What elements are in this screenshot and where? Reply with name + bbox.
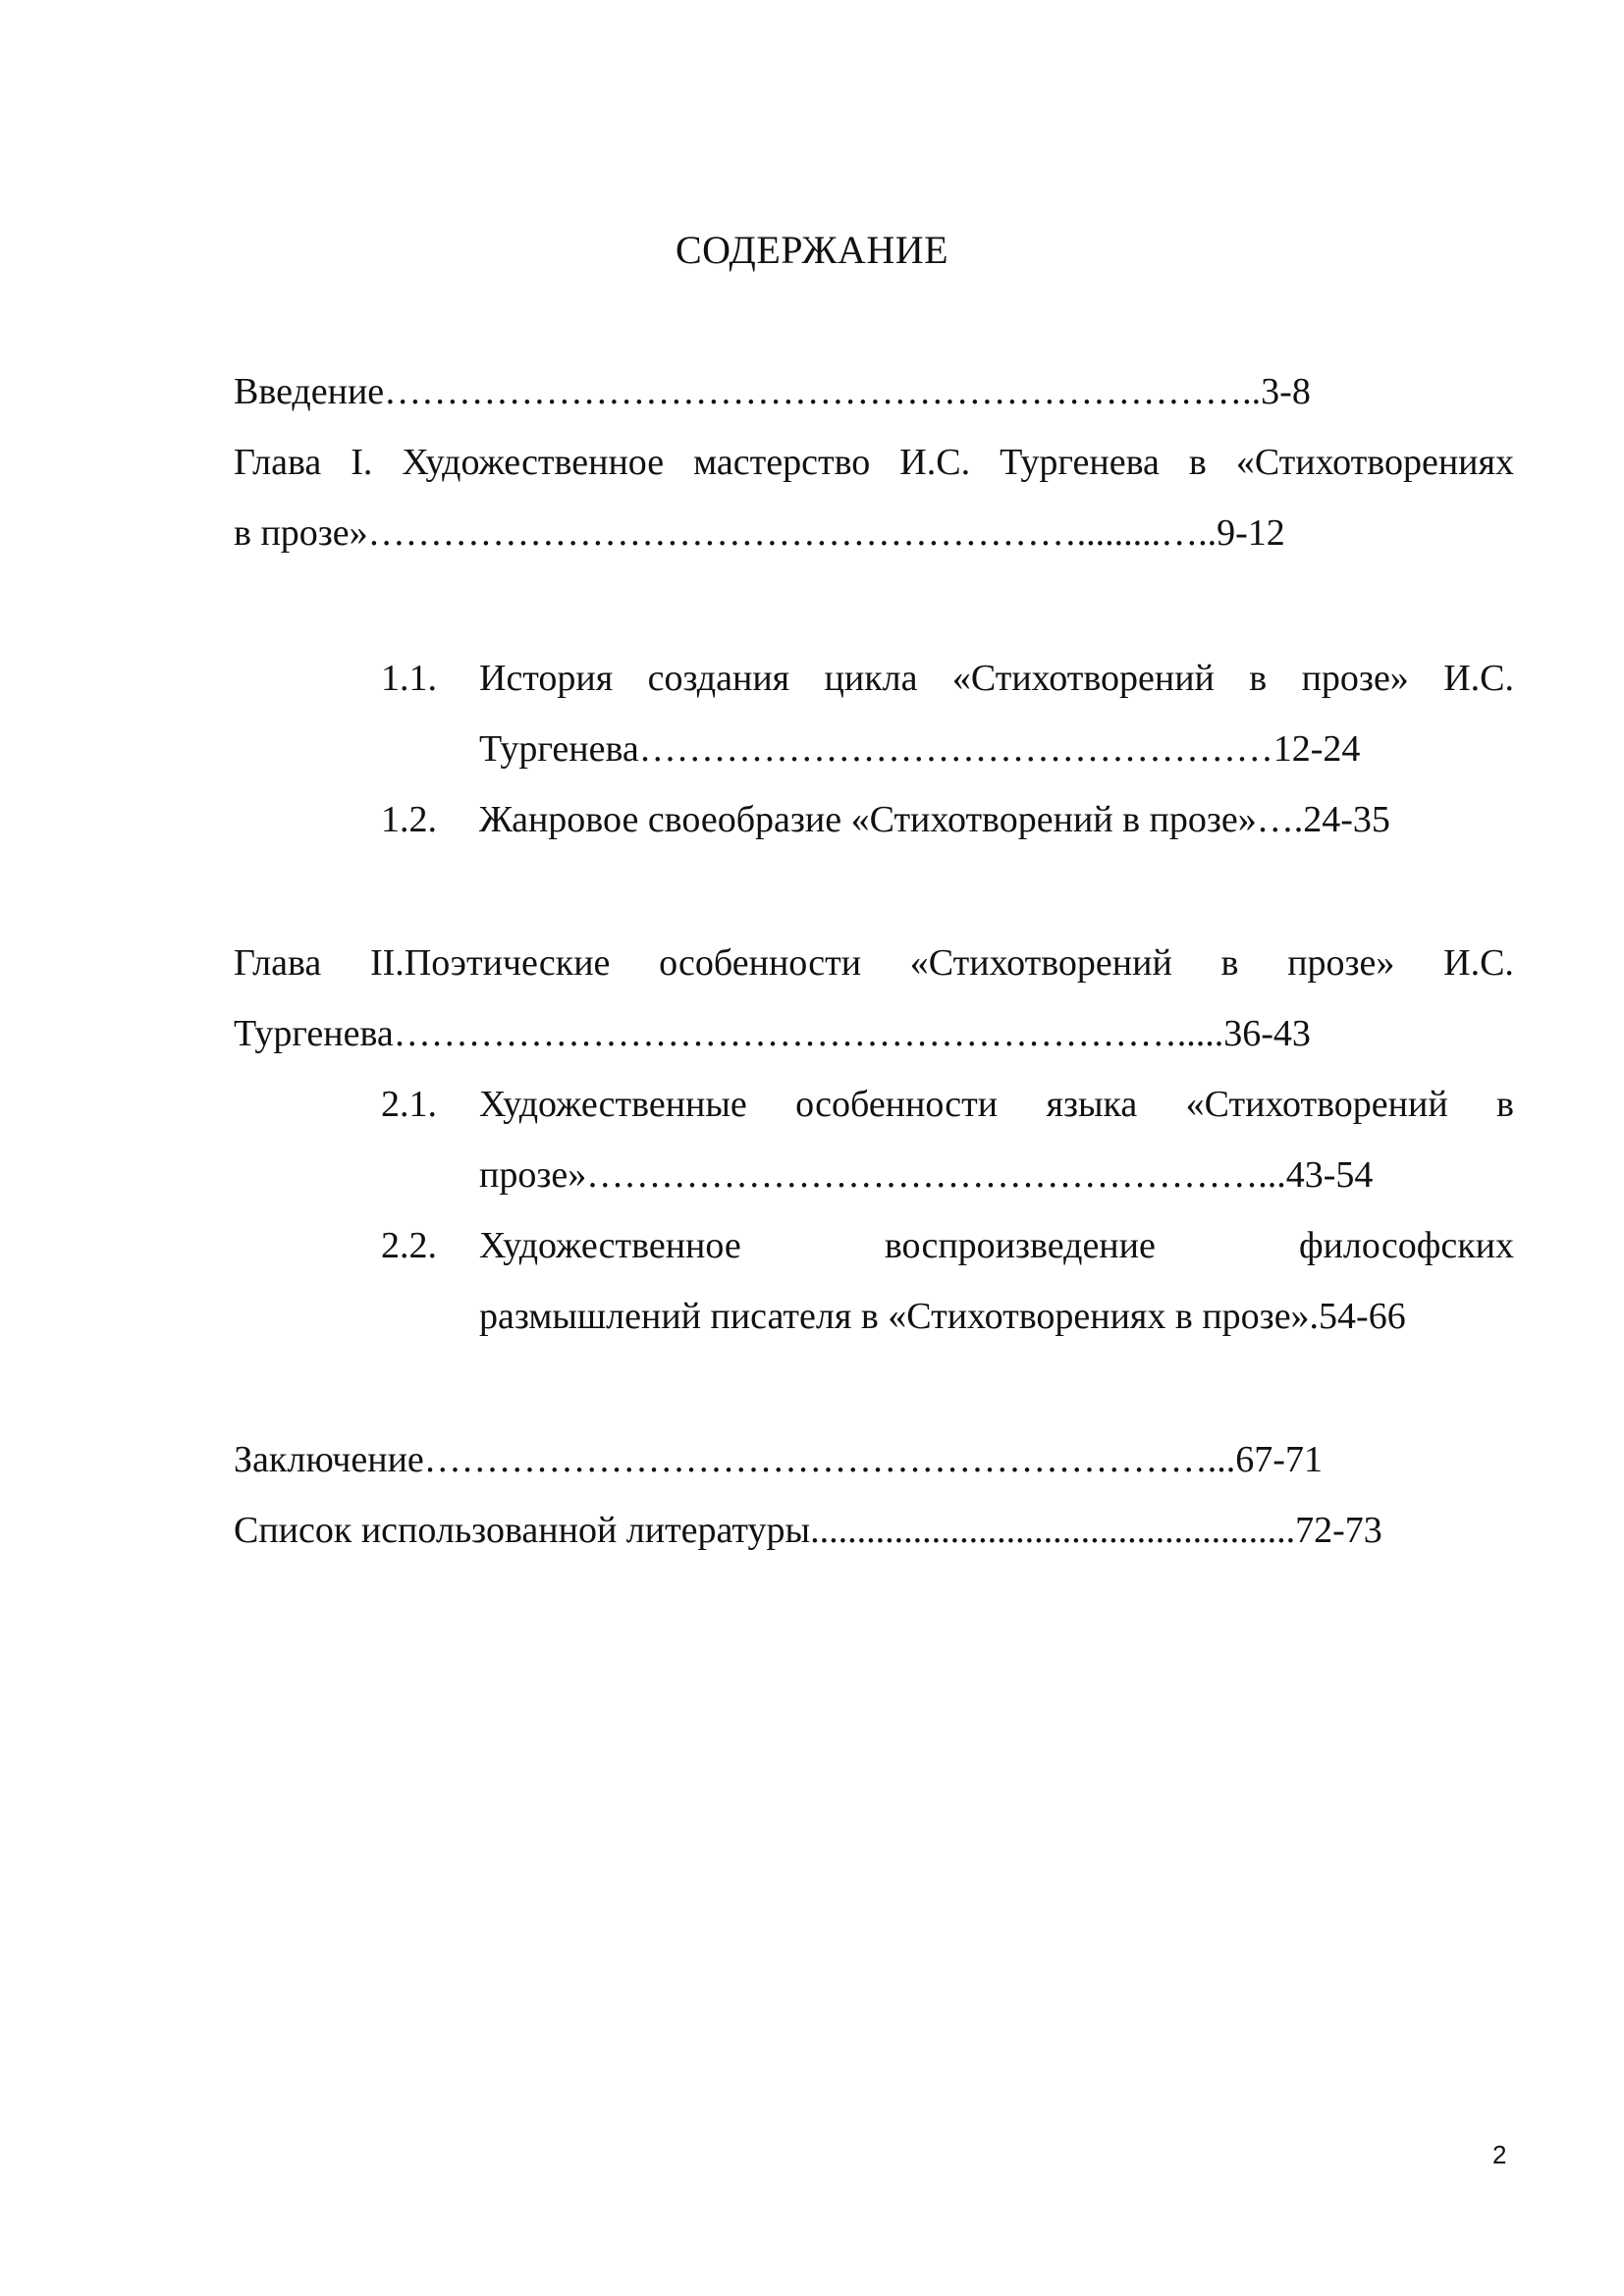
- word: цикла: [824, 658, 918, 699]
- toc-entry-section-2-2-line-1: [479, 1217, 1514, 1274]
- word: прозе»: [1301, 658, 1409, 699]
- toc-entry-chapter-1-line-2: в прозе»………………………………………………….........…..9-12: [234, 512, 1285, 554]
- toc-entry-section-1-2: Жанровое своеобразие «Стихотворений в прозе»….24-35: [479, 799, 1390, 840]
- word: I.: [351, 442, 373, 483]
- word: Художественные: [479, 1084, 747, 1125]
- word: «Стихотворениях: [1235, 442, 1514, 483]
- word: мастерство: [693, 442, 871, 483]
- word: воспроизведение: [884, 1225, 1156, 1266]
- toc-entry-section-1-1-line-2: Тургенева……………………………………………12-24: [479, 728, 1361, 770]
- word: Глава: [234, 942, 322, 984]
- word: Художественное: [479, 1225, 741, 1266]
- toc-entry-references: Список использованной литературы....................................................72-73: [234, 1510, 1382, 1551]
- word: «Стихотворений: [951, 658, 1215, 699]
- toc-entry-section-2-1-line-2: прозе»………………………………………………...43-54: [479, 1154, 1374, 1196]
- page-title: СОДЕРЖАНИЕ: [675, 228, 949, 272]
- word: философских: [1298, 1225, 1514, 1266]
- toc-entry-section-2-2-line-2: размышлений писателя в «Стихотворениях в прозе».54-66: [479, 1296, 1406, 1337]
- toc-entry-chapter-2-line-1: [234, 934, 1514, 991]
- word: И.С.: [899, 442, 971, 483]
- word: языка: [1046, 1084, 1138, 1125]
- word: «Стихотворений: [909, 942, 1172, 984]
- section-number-1-2: 1.2.: [381, 799, 437, 840]
- word: в: [1496, 1084, 1514, 1125]
- word: «Стихотворений: [1185, 1084, 1448, 1125]
- toc-entry-introduction: Введение……………………………………………………………..3-8: [234, 371, 1311, 412]
- word: особенности: [795, 1084, 999, 1125]
- toc-entry-chapter-1-line-1: [234, 434, 1514, 491]
- word: Тургенева: [1000, 442, 1160, 483]
- word: II.Поэтические: [369, 942, 611, 984]
- section-number-2-1: 2.1.: [381, 1084, 437, 1125]
- toc-entry-chapter-2-line-2: Тургенева……………………………………………………….....36-43: [234, 1013, 1311, 1054]
- section-number-2-2: 2.2.: [381, 1225, 437, 1266]
- word: Глава: [234, 442, 322, 483]
- word: в: [1249, 658, 1268, 699]
- toc-entry-section-2-1-line-1: [479, 1076, 1514, 1133]
- word: И.С.: [1443, 658, 1514, 699]
- word: прозе»: [1287, 942, 1395, 984]
- page-number: 2: [1492, 2140, 1507, 2169]
- section-number-1-1: 1.1.: [381, 658, 437, 699]
- word: в: [1220, 942, 1239, 984]
- word: И.С.: [1443, 942, 1514, 984]
- word: создания: [647, 658, 790, 699]
- word: в: [1188, 442, 1207, 483]
- word: особенности: [659, 942, 862, 984]
- word: Художественное: [402, 442, 665, 483]
- word: История: [479, 658, 614, 699]
- toc-entry-section-1-1-line-1: [479, 650, 1514, 707]
- toc-entry-conclusion: Заключение………………………………………………………...67-71: [234, 1439, 1323, 1480]
